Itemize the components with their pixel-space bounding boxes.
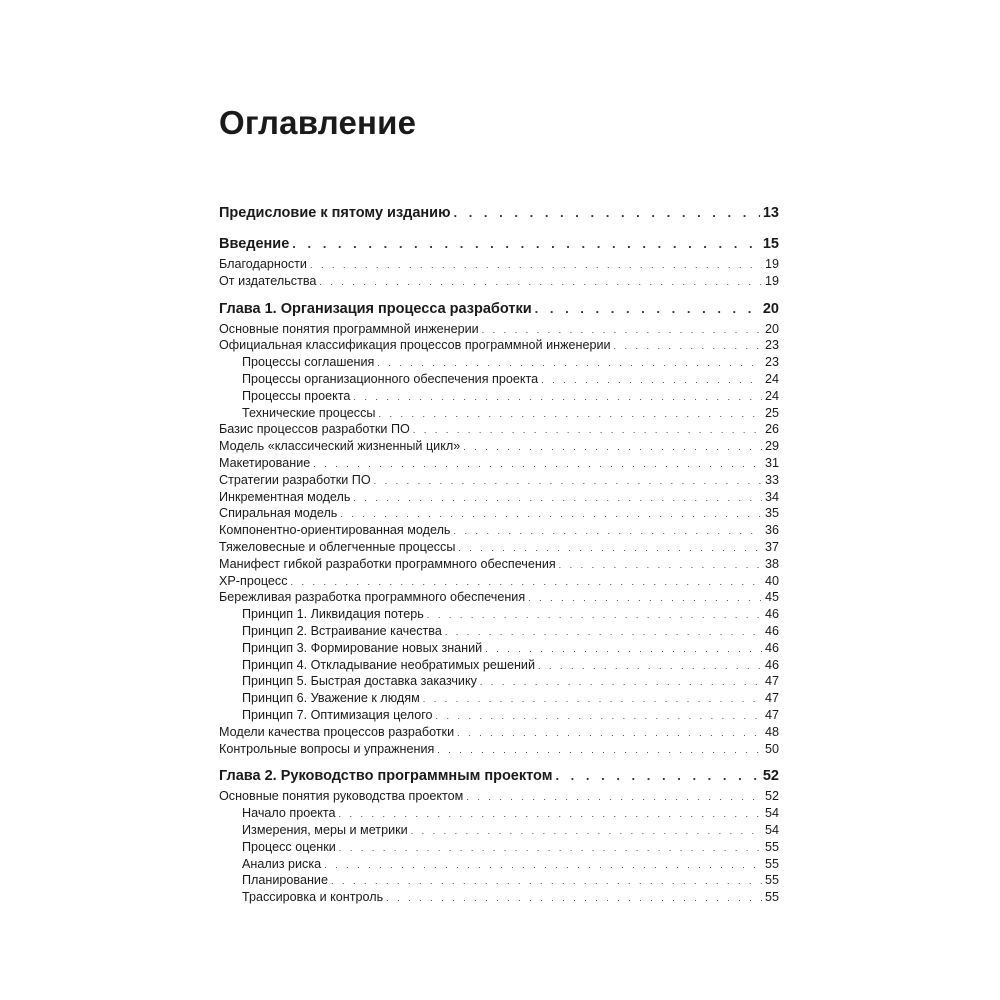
toc-subentry[interactable]: [219, 405, 779, 422]
toc-subentry[interactable]: [219, 606, 779, 623]
toc-entry[interactable]: [219, 788, 779, 805]
dot-leader: [437, 742, 762, 759]
toc-entry-label: Бережливая разработка программного обеспечения: [219, 590, 526, 605]
toc-entry-label: Принцип 2. Встраивание качества: [242, 623, 442, 638]
toc-subentry[interactable]: [219, 856, 779, 873]
dot-leader: [466, 789, 762, 806]
toc-entry-page: 20: [762, 300, 779, 317]
toc-entry-label: Начало проекта: [242, 806, 336, 821]
toc-subentry[interactable]: [219, 673, 779, 690]
toc-entry-label: Принцип 3. Формирование новых знаний: [242, 640, 483, 655]
toc-entry-label: Тяжеловесные и облегченные процессы: [219, 539, 456, 554]
dot-leader: [423, 691, 762, 708]
toc-entry-page: 25: [764, 405, 779, 420]
toc-entry-page: 50: [764, 741, 779, 756]
toc-entry[interactable]: [219, 455, 779, 472]
toc-entry-label: Процессы соглашения: [242, 355, 375, 370]
toc-entry[interactable]: [219, 321, 779, 338]
toc-entry-page: 45: [764, 590, 779, 605]
toc-entry-preface[interactable]: [219, 200, 779, 225]
toc-subentry[interactable]: [219, 707, 779, 724]
toc-entry-page: 54: [764, 806, 779, 821]
toc-subentry[interactable]: [219, 623, 779, 640]
dot-leader: [313, 456, 762, 473]
dot-leader: [559, 557, 762, 574]
toc-entry-label: Благодарности: [219, 257, 307, 271]
toc-entry-page: 15: [762, 236, 779, 252]
toc-entry-label: Процесс оценки: [242, 839, 336, 854]
dot-leader: [457, 725, 762, 742]
toc-entry-page: 23: [764, 338, 779, 353]
toc-entry-label: Принцип 7. Оптимизация целого: [242, 707, 433, 722]
toc-entry-page: 47: [764, 707, 779, 722]
toc-entry-page: 20: [764, 321, 779, 336]
dot-leader: [427, 607, 762, 624]
toc-entry-page: 46: [764, 657, 779, 672]
toc-entry[interactable]: [219, 256, 779, 273]
toc-entry-label: Принцип 5. Быстрая доставка заказчику: [242, 674, 477, 689]
toc-entry-page: 55: [764, 890, 779, 905]
toc-entry-page: 26: [764, 422, 779, 437]
toc-entry-label: Предисловие к пятому изданию: [219, 205, 451, 221]
toc-entry-label: Базис процессов разработки ПО: [219, 422, 410, 437]
toc-entry-page: 19: [764, 273, 779, 288]
dot-leader: [463, 439, 762, 456]
dot-leader: [386, 890, 762, 907]
toc-entry-label: Анализ риска: [242, 856, 322, 871]
dot-leader: [482, 322, 762, 339]
dot-leader: [528, 590, 762, 607]
toc-entry[interactable]: [219, 556, 779, 573]
toc-entry[interactable]: [219, 573, 779, 590]
toc-entry[interactable]: [219, 505, 779, 522]
dot-leader: [485, 641, 762, 658]
toc-entry-label: Глава 2. Руководство программным проектом: [219, 768, 553, 785]
dot-leader: [436, 708, 762, 725]
dot-leader: [324, 857, 762, 874]
table-of-contents: [219, 200, 779, 906]
toc-entry[interactable]: [219, 337, 779, 354]
dot-leader: [411, 823, 762, 840]
toc-subentry[interactable]: [219, 839, 779, 856]
toc-entry[interactable]: [219, 273, 779, 290]
dot-leader: [353, 490, 762, 507]
dot-leader: [480, 674, 762, 691]
dot-leader: [291, 574, 762, 591]
dot-leader: [339, 840, 762, 857]
toc-subentry[interactable]: [219, 388, 779, 405]
dot-leader: [378, 406, 762, 423]
toc-entry-page: 23: [764, 355, 779, 370]
toc-entry-label: Принцип 4. Откладывание необратимых решений: [242, 657, 535, 672]
toc-entry-page: 46: [764, 623, 779, 638]
dot-leader: [377, 355, 762, 372]
toc-entry-label: Основные понятия программной инженерии: [219, 321, 479, 336]
toc-entry-label: Макетирование: [219, 455, 311, 470]
dot-leader: [614, 338, 762, 355]
dot-leader: [555, 763, 759, 788]
toc-entry-label: Глава 1. Организация процесса разработки: [219, 300, 532, 317]
toc-entry-label: Технические процессы: [242, 405, 376, 420]
toc-entry-page: 34: [764, 489, 779, 504]
toc-entry-label: Инкрементная модель: [219, 489, 351, 504]
toc-entry[interactable]: [219, 522, 779, 539]
toc-entry-page: 52: [762, 768, 779, 785]
dot-leader: [331, 873, 762, 890]
toc-chapter-2[interactable]: [219, 763, 779, 788]
toc-entry-page: 52: [764, 789, 779, 804]
toc-subentry[interactable]: [219, 354, 779, 371]
dot-leader: [292, 231, 760, 256]
dot-leader: [445, 624, 762, 641]
toc-entry-label: Основные понятия руководства проектом: [219, 789, 464, 804]
toc-entry-label: Официальная классификация процессов программной инженерии: [219, 338, 611, 353]
toc-entry-page: 38: [764, 556, 779, 571]
toc-entry-page: 24: [764, 371, 779, 386]
toc-subentry[interactable]: [219, 805, 779, 822]
toc-entry-label: Измерения, меры и метрики: [242, 822, 408, 837]
page-title: Оглавление: [219, 104, 417, 141]
toc-entry-page: 31: [764, 455, 779, 470]
toc-entry-label: Планирование: [242, 873, 328, 888]
toc-entry-page: 19: [764, 257, 779, 271]
toc-entry[interactable]: [219, 472, 779, 489]
toc-entry-label: XP-процесс: [219, 573, 288, 588]
toc-entry-page: 48: [764, 724, 779, 739]
toc-entry-label: Процессы проекта: [242, 388, 351, 403]
toc-entry-label: Процессы организационного обеспечения проекта: [242, 371, 539, 386]
dot-leader: [353, 389, 762, 406]
toc-entry-label: Стратегии разработки ПО: [219, 472, 371, 487]
toc-entry-label: Трассировка и контроль: [242, 890, 384, 905]
dot-leader: [453, 523, 762, 540]
toc-entry-introduction[interactable]: [219, 231, 779, 256]
dot-leader: [453, 200, 759, 225]
toc-entry-page: 37: [764, 539, 779, 554]
toc-subentry[interactable]: [219, 889, 779, 906]
toc-entry-page: 29: [764, 439, 779, 454]
dot-leader: [319, 274, 762, 291]
toc-entry[interactable]: [219, 539, 779, 556]
toc-entry-page: 55: [764, 873, 779, 888]
toc-entry-page: 55: [764, 839, 779, 854]
dot-leader: [339, 806, 762, 823]
toc-subentry[interactable]: [219, 371, 779, 388]
toc-entry-label: Модели качества процессов разработки: [219, 724, 455, 739]
dot-leader: [310, 257, 762, 274]
toc-subentry[interactable]: [219, 690, 779, 707]
dot-leader: [458, 540, 762, 557]
dot-leader: [535, 296, 760, 321]
toc-chapter-1[interactable]: [219, 296, 779, 321]
toc-entry-label: Контрольные вопросы и упражнения: [219, 741, 435, 756]
toc-entry-page: 46: [764, 607, 779, 622]
toc-subentry[interactable]: [219, 822, 779, 839]
dot-leader: [541, 372, 762, 389]
dot-leader: [374, 473, 762, 490]
toc-entry-label: Спиральная модель: [219, 506, 338, 521]
toc-entry-label: Введение: [219, 236, 290, 252]
dot-leader: [413, 422, 762, 439]
dot-leader: [538, 658, 762, 675]
toc-entry[interactable]: [219, 741, 779, 758]
toc-entry-page: 33: [764, 472, 779, 487]
toc-entry-page: 35: [764, 506, 779, 521]
toc-entry[interactable]: [219, 589, 779, 606]
toc-entry-page: 47: [764, 691, 779, 706]
toc-entry-page: 36: [764, 523, 779, 538]
toc-entry-page: 24: [764, 388, 779, 403]
toc-subentry[interactable]: [219, 872, 779, 889]
toc-entry-page: 40: [764, 573, 779, 588]
toc-entry-label: Манифест гибкой разработки программного обеспечения: [219, 556, 556, 571]
dot-leader: [340, 506, 762, 523]
toc-entry-label: Принцип 6. Уважение к людям: [242, 691, 420, 706]
toc-entry-label: Принцип 1. Ликвидация потерь: [242, 607, 424, 622]
toc-entry-page: 13: [762, 205, 779, 221]
toc-entry[interactable]: [219, 421, 779, 438]
toc-entry-label: Компонентно-ориентированная модель: [219, 523, 451, 538]
toc-entry-page: 46: [764, 640, 779, 655]
toc-entry-page: 47: [764, 674, 779, 689]
toc-entry[interactable]: [219, 489, 779, 506]
toc-entry-page: 55: [764, 856, 779, 871]
toc-entry[interactable]: [219, 438, 779, 455]
toc-entry[interactable]: [219, 724, 779, 741]
toc-subentry[interactable]: [219, 640, 779, 657]
toc-entry-label: Модель «классический жизненный цикл»: [219, 439, 461, 454]
toc-subentry[interactable]: [219, 657, 779, 674]
toc-entry-page: 54: [764, 822, 779, 837]
toc-entry-label: От издательства: [219, 273, 317, 288]
